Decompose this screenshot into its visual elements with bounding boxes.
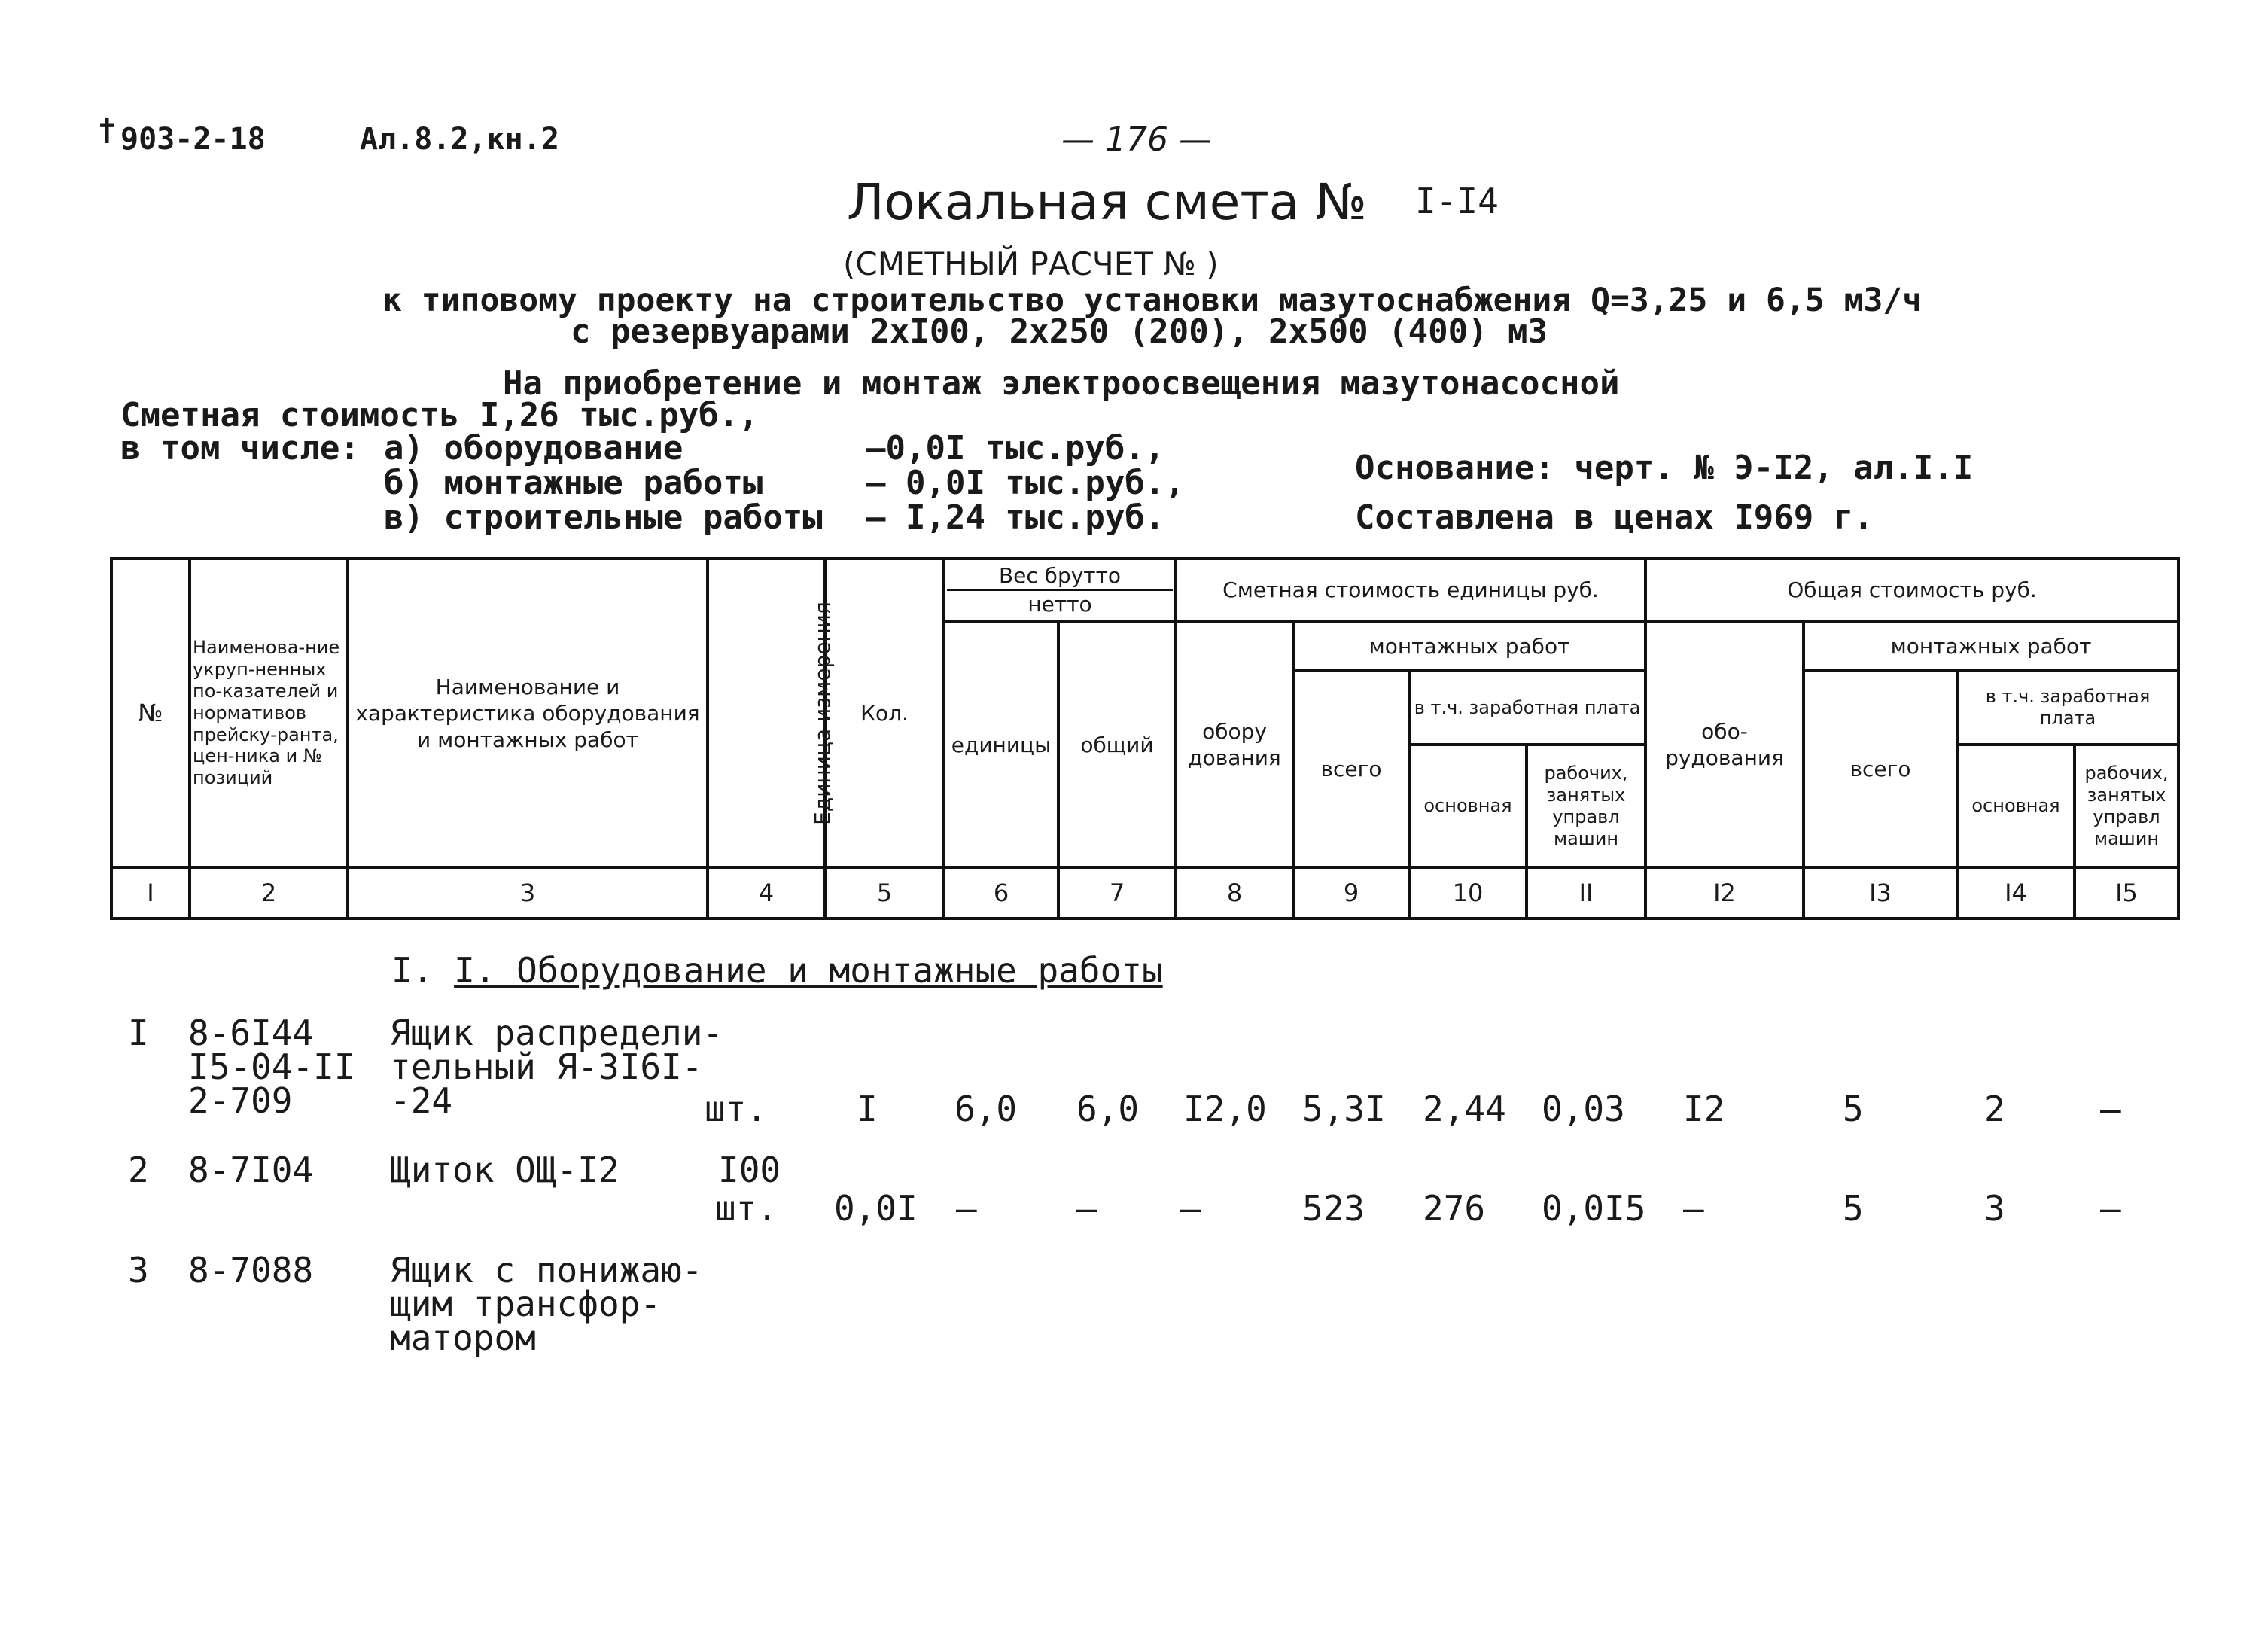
col-header-weight <box>944 559 1176 622</box>
row-t-total: 5 <box>1843 1188 1864 1229</box>
row-w-unit: 6,0 <box>954 1089 1018 1129</box>
cost-item-value: –0,0I тыс.руб., <box>866 429 1165 468</box>
row-name: Ящик с понижаю- <box>390 1250 703 1290</box>
col-number: 9 <box>1293 867 1409 918</box>
cost-item-label: в) строительные работы <box>384 498 823 537</box>
row-code: 2-709 <box>188 1080 293 1121</box>
col-number: I3 <box>1804 867 1957 918</box>
row-name: тельный Я-3I6I- <box>390 1046 703 1087</box>
row-machine: 0,0I5 <box>1542 1188 1646 1229</box>
row-basic: 2,44 <box>1423 1089 1506 1129</box>
prices-note: Составлена в ценах I969 г. <box>1355 498 1874 537</box>
weight-net-label: нетто <box>947 589 1173 617</box>
col-header-total-cost: Общая стоимость руб. <box>1645 559 2178 622</box>
row-t-basic: 2 <box>1984 1089 2005 1129</box>
col-number: 4 <box>708 867 825 918</box>
col-number: 8 <box>1176 867 1293 918</box>
col-header-unit <box>708 559 835 867</box>
section-title-text: I. Оборудование и монтажные работы <box>454 950 1163 991</box>
page-title: Локальная смета № <box>847 173 1367 231</box>
col-header-unit-cost: Сметная стоимость единицы руб. <box>1176 559 1645 622</box>
page-number: — 176 — <box>1061 120 1212 159</box>
row-w-total: 6,0 <box>1076 1089 1140 1129</box>
col-number: I5 <box>2075 867 2178 918</box>
row-name: Щиток ОЩ-I2 <box>390 1150 620 1190</box>
col-number: I <box>111 867 190 918</box>
row-no: 2 <box>128 1150 149 1190</box>
including-label: в том числе: <box>120 429 360 468</box>
col-number: 6 <box>944 867 1058 918</box>
weight-gross-label: Вес брутто <box>998 563 1122 589</box>
row-t-equip: I2 <box>1683 1089 1725 1129</box>
cost-item-label: а) оборудование <box>384 429 683 468</box>
row-code: I5-04-II <box>188 1046 355 1087</box>
col-header-install: монтажных работ <box>1293 622 1645 671</box>
col-header-machine: рабочих, занятых управл машин <box>1527 745 1645 867</box>
col-number: II <box>1527 867 1645 918</box>
estimate-number: I-I4 <box>1415 181 1499 221</box>
row-name: -24 <box>390 1080 453 1121</box>
col-number: I2 <box>1645 867 1804 918</box>
row-qty: 0,0I <box>834 1188 918 1229</box>
row-t-total: 5 <box>1843 1089 1864 1129</box>
row-t-machine: – <box>2100 1188 2121 1229</box>
col-number: I4 <box>1957 867 2075 918</box>
col-header-wage-2: в т.ч. заработная плата <box>1957 671 2178 745</box>
row-w-total: – <box>1076 1188 1097 1229</box>
col-header-basic: основная <box>1409 745 1527 867</box>
row-name: Ящик распредели- <box>390 1013 724 1053</box>
subtitle: (СМЕТНЫЙ РАСЧЕТ № ) <box>843 245 1219 282</box>
row-machine: 0,03 <box>1542 1089 1625 1129</box>
row-code: 8-6I44 <box>188 1013 314 1053</box>
project-line-1: к типовому проекту на строительство установки мазутоснабжения Q=3,25 и 6,5 м3/ч <box>382 282 1922 319</box>
row-equip: – <box>1180 1188 1201 1229</box>
row-basic: 276 <box>1423 1188 1486 1229</box>
row-t-basic: 3 <box>1984 1188 2005 1229</box>
row-unit: шт. <box>705 1089 768 1129</box>
row-name: матором <box>390 1318 536 1358</box>
col-number: 3 <box>348 867 708 918</box>
col-header-equip-2: обо-рудования <box>1645 622 1804 868</box>
total-cost: Сметная стоимость I,26 тыс.руб., <box>120 396 759 434</box>
col-number: 7 <box>1058 867 1176 918</box>
col-header-w-total: общий <box>1058 622 1176 868</box>
col-header-install-total: всего <box>1293 671 1409 867</box>
cost-item-value: – 0,0I тыс.руб., <box>866 464 1185 502</box>
basis-note: Основание: черт. № Э-I2, ал.I.I <box>1355 449 1974 487</box>
project-line-2: с резервуарами 2хI00, 2х250 (200), 2х500 (400) м3 <box>571 312 1548 351</box>
album-ref: Ал.8.2,кн.2 <box>360 122 559 157</box>
row-name: щим трансфор- <box>390 1284 662 1324</box>
col-header-install-2: монтажных работ <box>1804 622 2178 671</box>
row-t-equip: – <box>1683 1188 1704 1229</box>
cost-item-label: б) монтажные работы <box>384 464 763 502</box>
row-no: I <box>128 1013 149 1053</box>
row-qty: I <box>857 1089 878 1129</box>
col-header-w-unit: единицы <box>944 622 1058 868</box>
col-header-machine-2: рабочих, занятых управл машин <box>2075 745 2178 867</box>
col-header-no: № <box>111 559 190 867</box>
purpose-line: На приобретение и монтаж электроосвещения мазутонасосной <box>503 364 1620 403</box>
col-header-wage: в т.ч. заработная плата <box>1409 671 1645 745</box>
row-unit: шт. <box>715 1188 778 1229</box>
doc-code: 903-2-18 <box>120 122 266 157</box>
row-install-total: 523 <box>1302 1188 1365 1229</box>
row-no: 3 <box>128 1250 149 1290</box>
cost-item-value: – I,24 тыс.руб. <box>866 498 1165 537</box>
col-number: 10 <box>1409 867 1527 918</box>
col-header-total-2: всего <box>1804 671 1957 867</box>
row-code: 8-7088 <box>188 1250 314 1290</box>
col-number: 2 <box>190 867 348 918</box>
estimate-table-header <box>110 557 2180 920</box>
col-header-qty: Кол. <box>825 559 944 867</box>
col-header-name: Наименование и характеристика оборудования и монтажных работ <box>348 559 708 867</box>
row-install-total: 5,3I <box>1302 1089 1386 1129</box>
section-title: I. I. Оборудование и монтажные работы <box>391 950 1163 991</box>
row-code: 8-7I04 <box>188 1150 314 1190</box>
dagger-mark: † <box>98 113 117 148</box>
col-header-norms: Наименова-ние укруп-ненных по-казателей и нормативов прейску-ранта, цен-ника и № позиций <box>190 559 348 867</box>
row-w-unit: – <box>956 1188 977 1229</box>
row-unit-top: I00 <box>718 1150 781 1190</box>
col-header-basic-2: основная <box>1957 745 2075 867</box>
col-number: 5 <box>825 867 944 918</box>
row-t-machine: – <box>2100 1089 2121 1129</box>
row-equip: I2,0 <box>1183 1089 1267 1129</box>
unit-header-text: Единица измерения <box>809 601 835 825</box>
col-header-equip: обору дования <box>1176 622 1293 868</box>
